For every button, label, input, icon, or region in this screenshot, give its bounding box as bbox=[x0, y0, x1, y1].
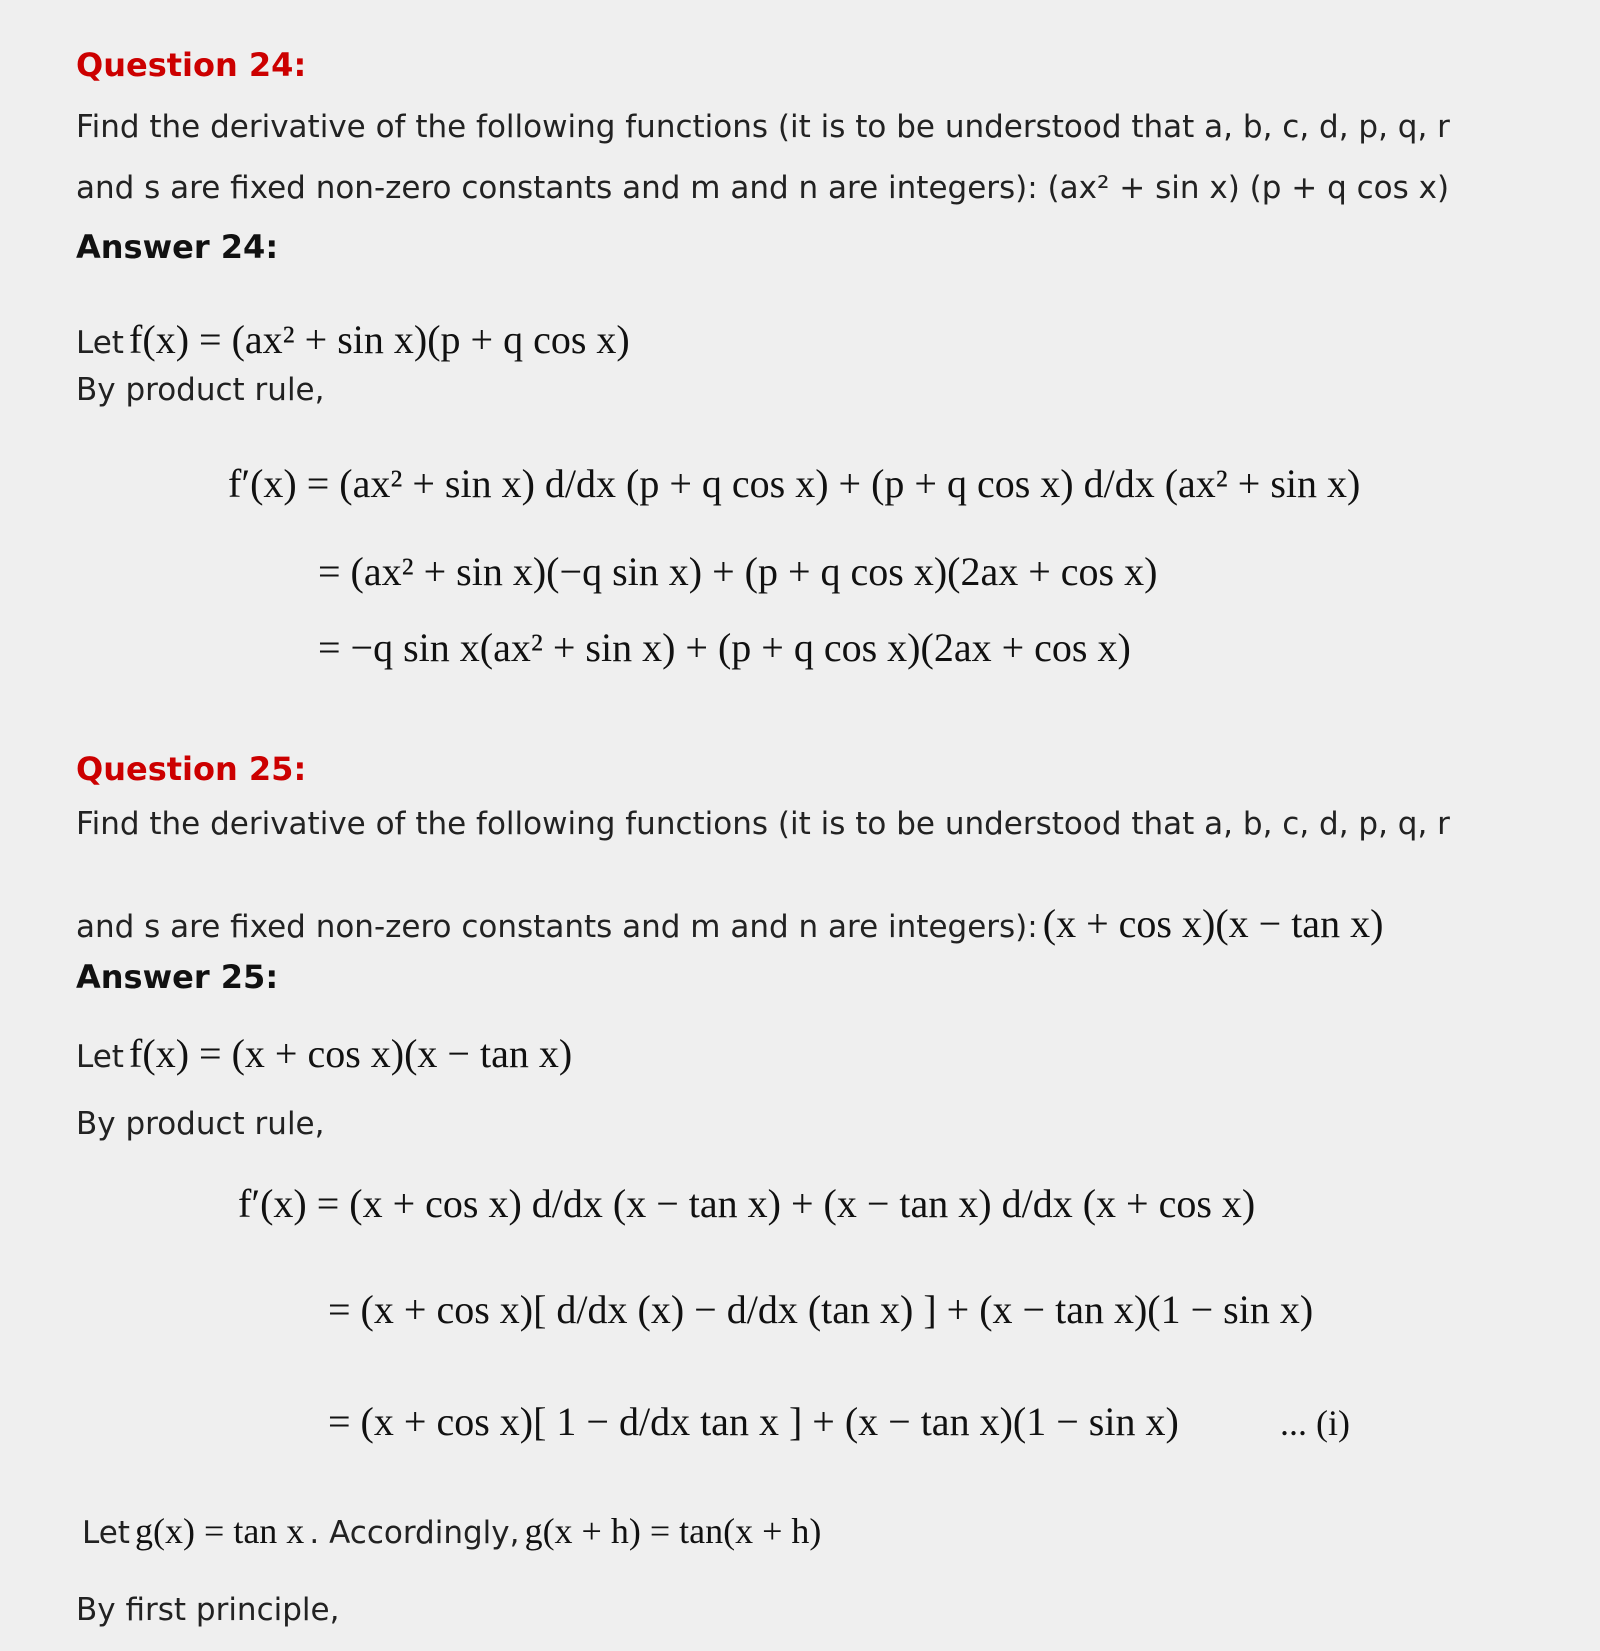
question-25-text-line1: Find the derivative of the following functions (it is to be understood that a, b, c, d, p, q, r bbox=[76, 806, 1450, 842]
derivative-equation-2: = (ax² + sin x)(−q sin x) + (p + q cos x)(2ax + cos x) bbox=[318, 549, 1158, 594]
product-rule-label: By product rule, bbox=[76, 1106, 325, 1142]
question-25-title: Question 25: bbox=[76, 750, 307, 788]
let-label: Let bbox=[76, 325, 124, 361]
answer-24-title: Answer 24: bbox=[76, 228, 279, 266]
equation-tag: ... (i) bbox=[1280, 1403, 1350, 1443]
question-25-text-line2 bbox=[76, 900, 1383, 947]
answer-25-let-line bbox=[76, 1030, 572, 1077]
question-25-text-line2-text: and s are fixed non-zero constants and m and n are integers): bbox=[76, 909, 1038, 945]
question-24-text-line1: Find the derivative of the following functions (it is to be understood that a, b, c, d, p, q, r bbox=[76, 109, 1450, 145]
answer-24-let-line bbox=[76, 316, 630, 363]
function-definition: f(x) = (x + cos x)(x − tan x) bbox=[129, 1031, 573, 1076]
function-definition: f(x) = (ax² + sin x)(p + q cos x) bbox=[129, 317, 630, 362]
question-24-text bbox=[76, 97, 1450, 219]
g-function-shifted: g(x + h) = tan(x + h) bbox=[524, 1511, 822, 1551]
g-definition-line bbox=[82, 1510, 821, 1552]
derivative-equation-3: = (x + cos x)[ 1 − d/dx tan x ] + (x − tan x)(1 − sin x) bbox=[328, 1399, 1179, 1444]
accordingly-text: . Accordingly, bbox=[309, 1515, 520, 1551]
let-label: Let bbox=[76, 1039, 124, 1075]
first-principle-label: By first principle, bbox=[76, 1592, 340, 1628]
derivative-equation-2: = (x + cos x)[ d/dx (x) − d/dx (tan x) ] + (x − tan x)(1 − sin x) bbox=[328, 1287, 1314, 1332]
answer-25-title: Answer 25: bbox=[76, 958, 279, 996]
question-24-text-line2: and s are fixed non-zero constants and m and n are integers): (ax² + sin x) (p + q cos x) bbox=[76, 170, 1450, 206]
question-25-function: (x + cos x)(x − tan x) bbox=[1042, 901, 1384, 946]
let-label: Let bbox=[82, 1515, 130, 1551]
question-24-title: Question 24: bbox=[76, 46, 307, 84]
product-rule-label: By product rule, bbox=[76, 372, 325, 408]
derivative-equation-1: f′(x) = (ax² + sin x) d/dx (p + q cos x) + (p + q cos x) d/dx (ax² + sin x) bbox=[228, 461, 1361, 506]
derivative-equation-3: = −q sin x(ax² + sin x) + (p + q cos x)(2ax + cos x) bbox=[318, 625, 1131, 670]
derivative-equation-1: f′(x) = (x + cos x) d/dx (x − tan x) + (x − tan x) d/dx (x + cos x) bbox=[238, 1181, 1256, 1226]
g-function: g(x) = tan x bbox=[135, 1511, 305, 1551]
